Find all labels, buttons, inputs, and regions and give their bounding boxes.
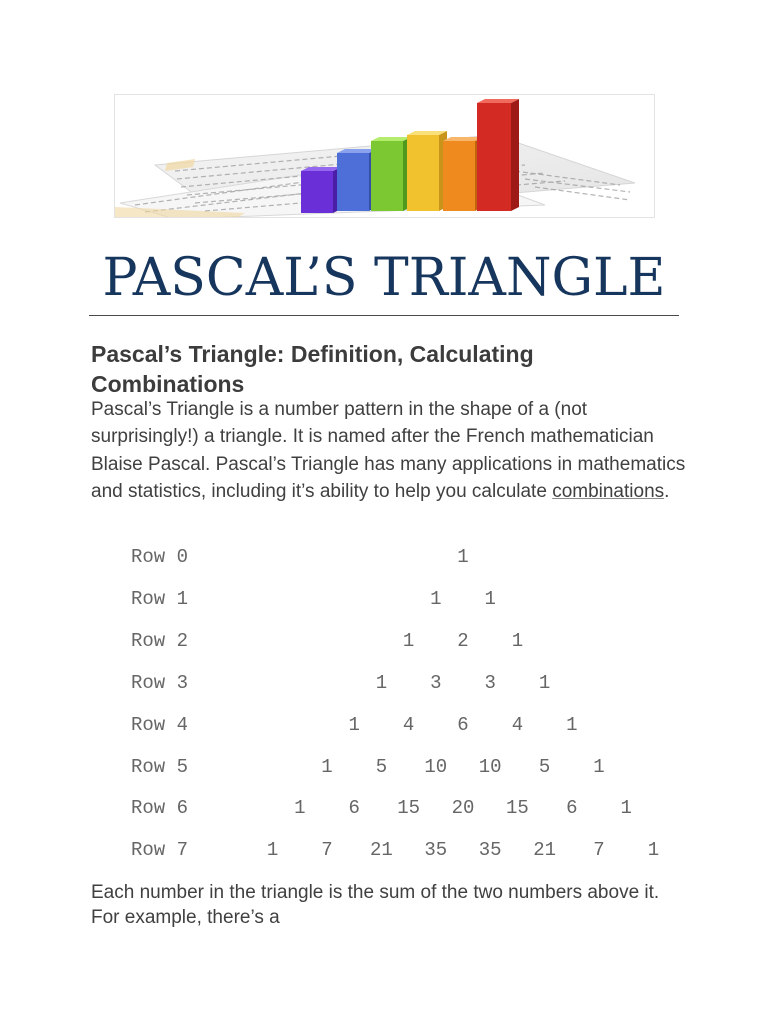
triangle-number: 7 bbox=[321, 839, 333, 862]
triangle-number: 1 bbox=[321, 755, 333, 778]
section-heading: Pascal’s Triangle: Definition, Calculating Combinations bbox=[91, 341, 534, 397]
triangle-number: 10 bbox=[478, 755, 502, 778]
triangle-row bbox=[0, 839, 768, 867]
header-image bbox=[114, 94, 655, 218]
triangle-number: 20 bbox=[451, 797, 475, 820]
intro-paragraph bbox=[91, 396, 691, 505]
triangle-number: 1 bbox=[566, 713, 578, 736]
triangle-number: 1 bbox=[484, 587, 496, 610]
triangle-number: 5 bbox=[538, 755, 551, 778]
triangle-number: 21 bbox=[369, 839, 393, 862]
triangle-number: 1 bbox=[348, 713, 360, 736]
row-label: Row 5 bbox=[131, 755, 189, 778]
triangle-number: 4 bbox=[402, 713, 415, 736]
triangle-row bbox=[0, 797, 768, 825]
triangle-number: 21 bbox=[533, 839, 556, 862]
title-divider bbox=[89, 315, 679, 316]
triangle-number: 4 bbox=[511, 713, 524, 736]
triangle-number: 35 bbox=[424, 839, 448, 862]
triangle-number: 3 bbox=[484, 671, 496, 694]
triangle-number: 1 bbox=[375, 671, 388, 694]
outro-paragraph: Each number in the triangle is the sum of the two numbers above it. For example, there’s a bbox=[91, 882, 660, 928]
triangle-number: 6 bbox=[566, 797, 578, 820]
triangle-number: 1 bbox=[593, 755, 605, 778]
triangle-number: 1 bbox=[538, 671, 551, 694]
row-label: Row 1 bbox=[131, 587, 189, 610]
intro-text-end: . bbox=[664, 480, 670, 502]
triangle-number: 1 bbox=[647, 839, 660, 862]
triangle-number: 1 bbox=[402, 629, 415, 652]
triangle-number: 1 bbox=[511, 629, 524, 652]
triangle-number: 15 bbox=[397, 797, 420, 820]
row-label: Row 2 bbox=[131, 629, 189, 652]
bar-chart-illustration-icon bbox=[115, 95, 655, 218]
triangle-number: 1 bbox=[620, 797, 632, 820]
triangle-number: 6 bbox=[457, 713, 469, 736]
row-label: Row 6 bbox=[131, 797, 189, 820]
triangle-number: 6 bbox=[348, 797, 360, 820]
triangle-number: 2 bbox=[457, 629, 469, 652]
triangle-number: 1 bbox=[430, 587, 442, 610]
triangle-number: 10 bbox=[424, 755, 448, 778]
triangle-number: 7 bbox=[593, 839, 605, 862]
triangle-row bbox=[0, 672, 768, 700]
row-label: Row 4 bbox=[131, 713, 189, 736]
triangle-number: 1 bbox=[266, 839, 279, 862]
triangle-number: 1 bbox=[294, 797, 306, 820]
triangle-row bbox=[0, 588, 768, 616]
row-label: Row 0 bbox=[131, 546, 189, 568]
triangle-number: 15 bbox=[505, 797, 529, 820]
document-title: PASCAL’S TRIANGLE bbox=[102, 248, 666, 308]
triangle-number: 3 bbox=[430, 671, 442, 694]
combinations-link[interactable]: combinations bbox=[552, 480, 665, 502]
intro-text: Pascal’s Triangle is a number pattern in the shape of a (not surprisingly!) a triangle. It is named after the French mathematician Blaise Pascal. Pascal’s Triangle has many applications in mathematics and statistics, including it’s ability to help you calculate bbox=[91, 399, 686, 502]
triangle-row bbox=[0, 546, 768, 574]
triangle-row bbox=[0, 714, 768, 742]
triangle-row bbox=[0, 630, 768, 658]
row-label: Row 7 bbox=[131, 839, 189, 862]
triangle-number: 35 bbox=[478, 839, 502, 862]
triangle-number: 1 bbox=[457, 546, 469, 568]
row-label: Row 3 bbox=[131, 671, 189, 694]
triangle-number: 5 bbox=[375, 755, 388, 778]
triangle-row bbox=[0, 756, 768, 784]
